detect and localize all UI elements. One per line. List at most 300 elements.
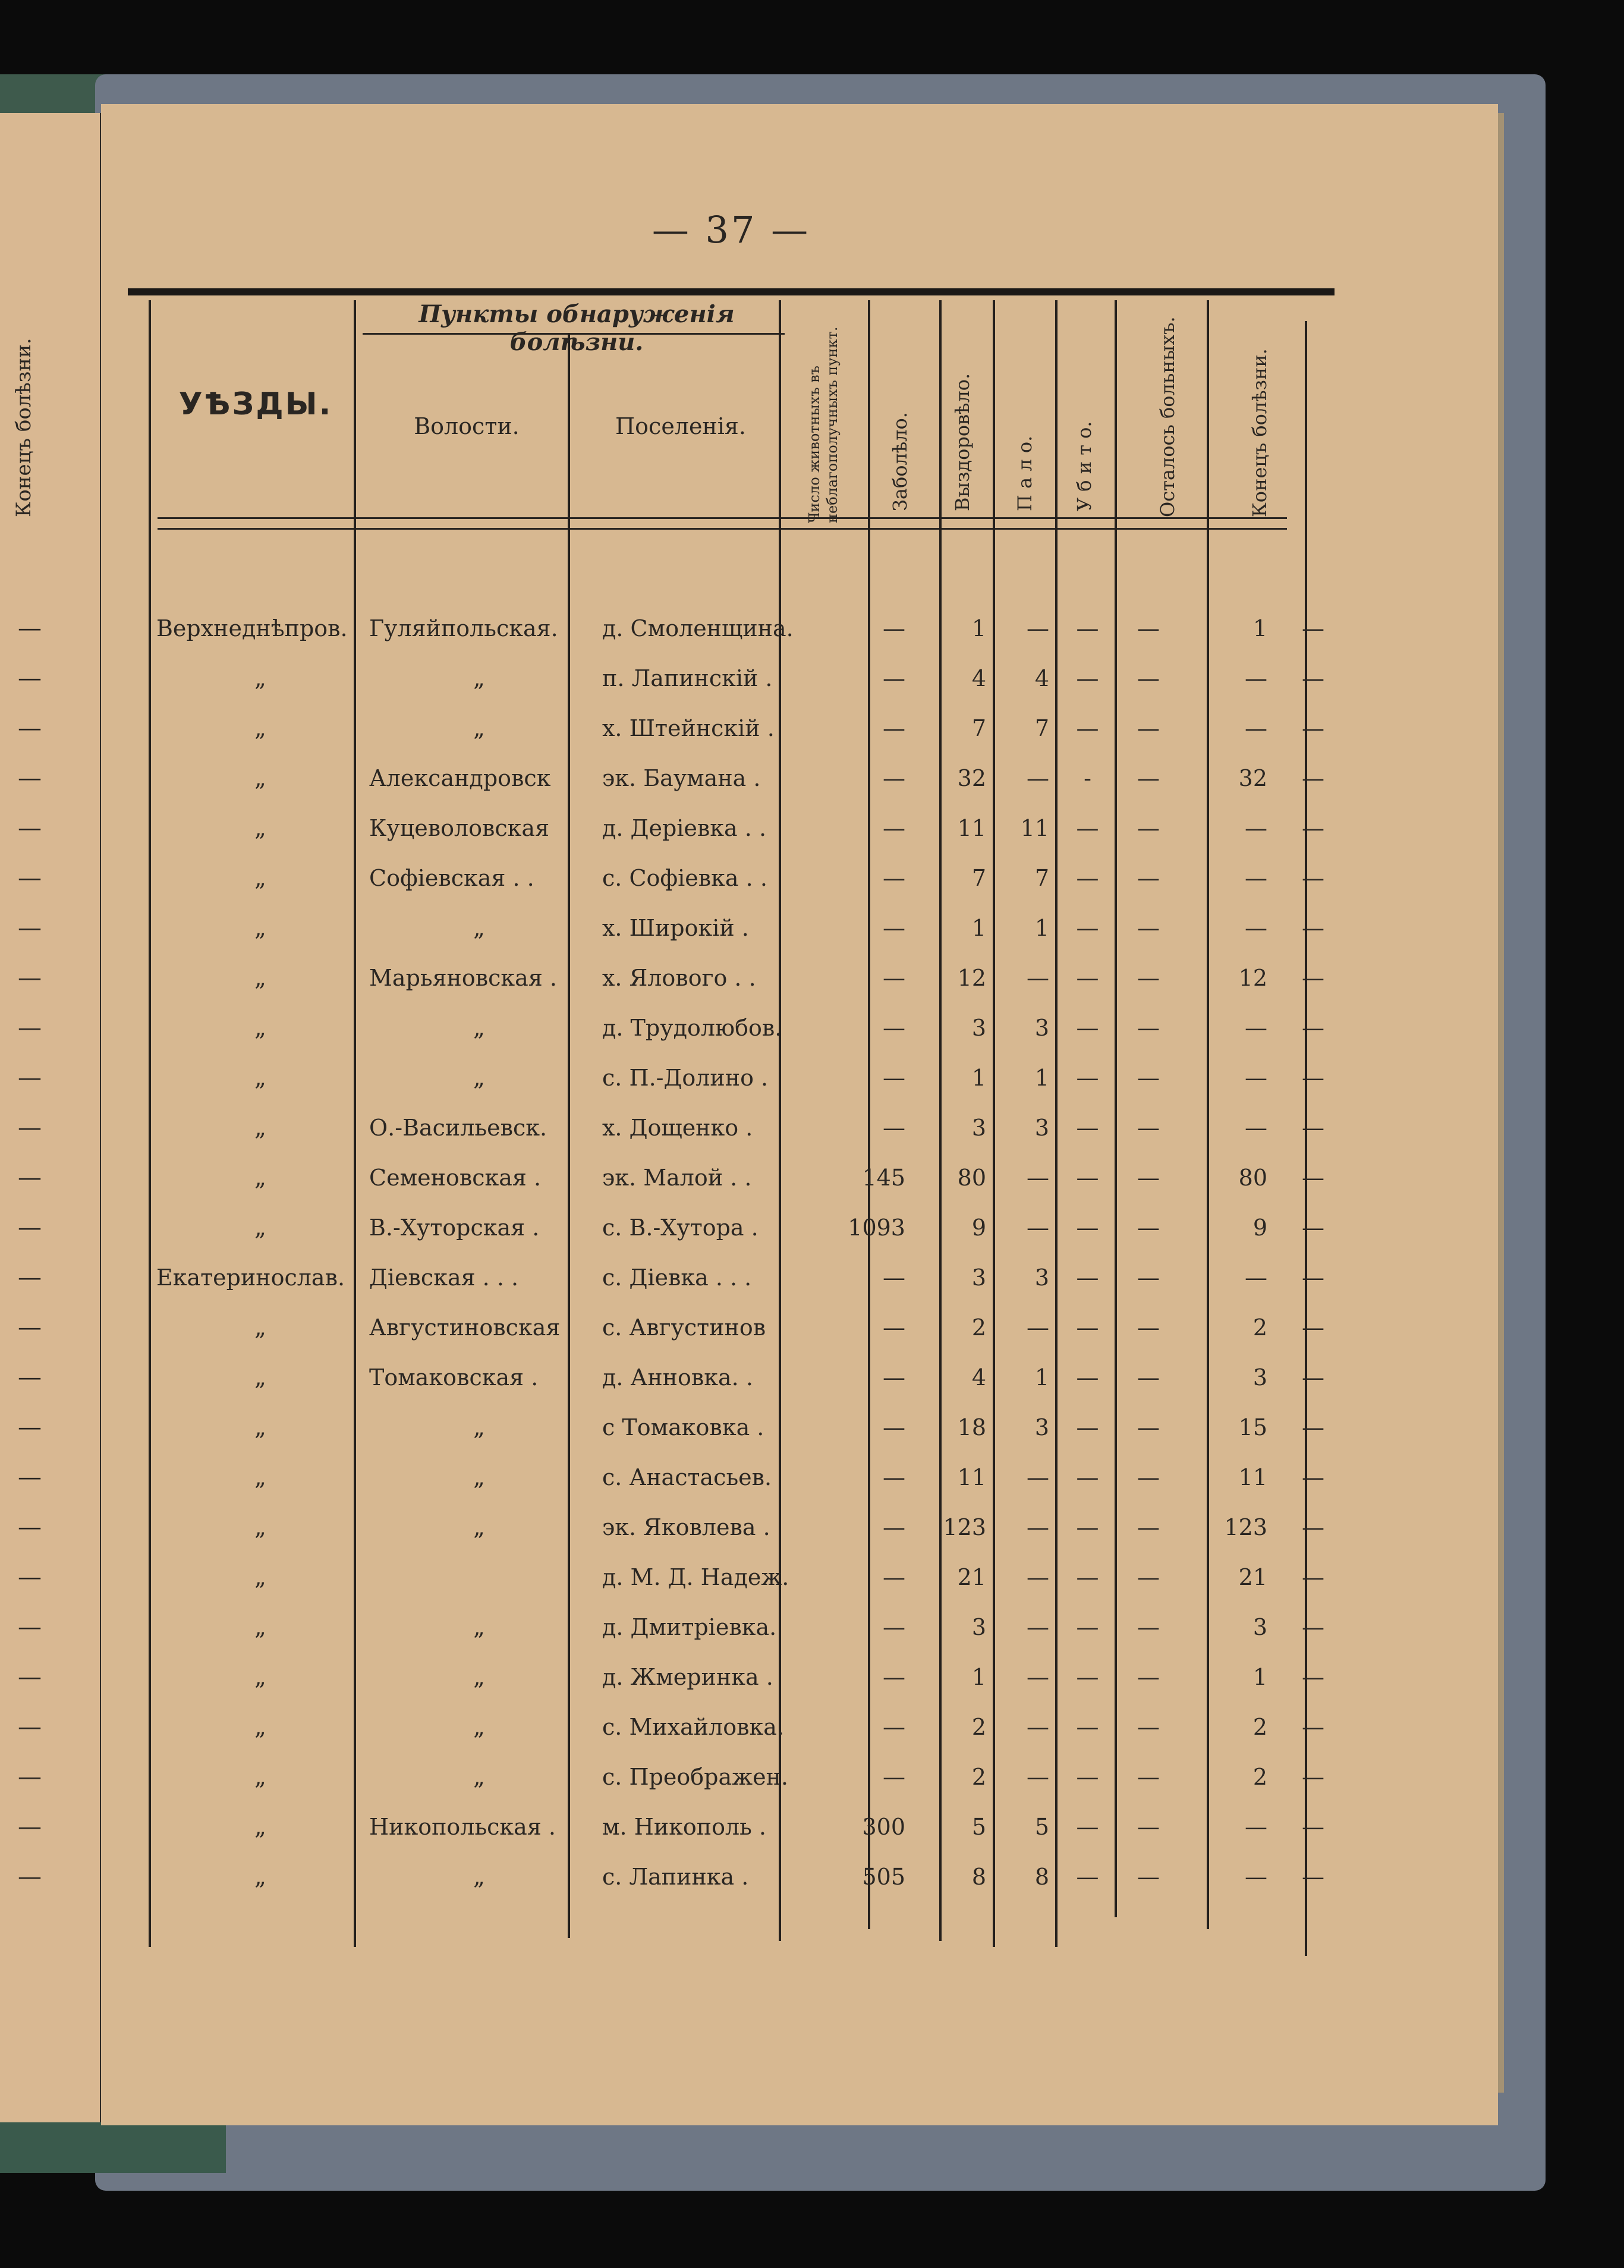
- header-vyzdorovelo: Выздоровѣло.: [951, 373, 974, 511]
- header-poselenia: Поселенія.: [615, 413, 746, 439]
- left-page-dash: —: [18, 964, 42, 992]
- cell-palo: —: [1076, 1864, 1099, 1890]
- cell-uezd: „: [254, 915, 266, 941]
- cell-chislo: —: [883, 615, 905, 641]
- cell-ubito: —: [1137, 1614, 1160, 1640]
- left-page-dash: —: [18, 1514, 42, 1541]
- cell-uezd: „: [254, 1165, 266, 1191]
- cell-vyzdorovelo: —: [1027, 1664, 1049, 1690]
- cell-vyzdorovelo: 3: [1034, 1015, 1049, 1041]
- left-page-dashes: [18, 603, 42, 1902]
- left-page-dash: —: [18, 1813, 42, 1841]
- cell-zabolelo: 3: [971, 1115, 986, 1141]
- cell-ostalos: —: [1245, 715, 1267, 741]
- cell-volost: „: [473, 665, 485, 691]
- cell-vyzdorovelo: —: [1027, 1165, 1049, 1191]
- cell-zabolelo: 123: [943, 1514, 986, 1540]
- cell-palo: —: [1076, 1115, 1099, 1141]
- cell-ubito: —: [1137, 1015, 1160, 1041]
- cell-poselenie: с. Лапинка .: [602, 1864, 749, 1890]
- cell-ubito: —: [1137, 1864, 1160, 1890]
- cell-zabolelo: 1: [971, 615, 986, 641]
- cell-palo: —: [1076, 1464, 1099, 1490]
- left-page-dash: —: [18, 864, 42, 892]
- header-bottom-rule: [158, 517, 1287, 519]
- table-row: [146, 1103, 1346, 1153]
- cell-ostalos: 9: [1252, 1215, 1267, 1241]
- cell-palo: —: [1076, 1614, 1099, 1640]
- cell-chislo: —: [883, 915, 905, 941]
- cell-poselenie: эк. Малой . .: [602, 1165, 752, 1191]
- table-row: [146, 1352, 1346, 1402]
- cell-zabolelo: 11: [957, 815, 986, 841]
- cell-palo: —: [1076, 665, 1099, 691]
- cell-ubito: —: [1137, 915, 1160, 941]
- cell-palo: —: [1076, 1065, 1099, 1091]
- table-row: [146, 1203, 1346, 1253]
- cell-ostalos: 3: [1252, 1364, 1267, 1391]
- cell-zabolelo: 5: [971, 1814, 986, 1840]
- cell-volost: „: [473, 1015, 485, 1041]
- cell-konets: —: [1302, 1015, 1324, 1041]
- cell-poselenie: с. В.-Хутора .: [602, 1215, 759, 1241]
- cell-chislo: —: [883, 1514, 905, 1540]
- cell-poselenie: д. Деріевка . .: [602, 815, 767, 841]
- cell-ubito: —: [1137, 1264, 1160, 1291]
- left-page-dash: —: [18, 765, 42, 792]
- cell-chislo: —: [883, 765, 905, 791]
- cell-ubito: —: [1137, 1814, 1160, 1840]
- disease-table: [146, 603, 1346, 1902]
- cell-volost: „: [473, 1764, 485, 1790]
- table-row: [146, 1652, 1346, 1702]
- cell-poselenie: с Томаковка .: [602, 1414, 764, 1440]
- cell-chislo: —: [883, 965, 905, 991]
- cell-konets: —: [1302, 1165, 1324, 1191]
- cell-vyzdorovelo: —: [1027, 615, 1049, 641]
- cell-konets: —: [1302, 615, 1324, 641]
- cell-ostalos: —: [1245, 1115, 1267, 1141]
- cell-volost: В.-Хуторская .: [369, 1215, 540, 1241]
- cell-volost: „: [473, 1464, 485, 1490]
- table-row: [146, 1802, 1346, 1852]
- cell-chislo: —: [883, 865, 905, 891]
- cell-uezd: „: [254, 1814, 266, 1840]
- cell-ubito: —: [1137, 1464, 1160, 1490]
- header-zabolelo: Заболѣло.: [889, 412, 911, 511]
- cell-palo: —: [1076, 1714, 1099, 1740]
- cell-uezd: „: [254, 1664, 266, 1690]
- cell-ubito: —: [1137, 1764, 1160, 1790]
- header-ostalos: Осталось больныхъ.: [1156, 316, 1179, 517]
- cell-konets: —: [1302, 1065, 1324, 1091]
- cell-uezd: „: [254, 965, 266, 991]
- cell-uezd: „: [254, 1115, 266, 1141]
- cell-vyzdorovelo: 7: [1034, 715, 1049, 741]
- cell-konets: —: [1302, 1464, 1324, 1490]
- cell-zabolelo: 3: [971, 1264, 986, 1291]
- cell-palo: —: [1076, 1165, 1099, 1191]
- cell-chislo: —: [883, 715, 905, 741]
- cell-chislo: —: [883, 1065, 905, 1091]
- cell-ostalos: 2: [1252, 1764, 1267, 1790]
- table-row: [146, 1003, 1346, 1053]
- left-page-dash: —: [18, 665, 42, 692]
- cell-vyzdorovelo: —: [1027, 765, 1049, 791]
- table-row: [146, 653, 1346, 703]
- cell-zabolelo: 4: [971, 665, 986, 691]
- cell-ubito: —: [1137, 1165, 1160, 1191]
- cell-poselenie: д. М. Д. Надеж.: [602, 1564, 789, 1590]
- cell-uezd: „: [254, 765, 266, 791]
- left-page-dash: —: [18, 1314, 42, 1341]
- cell-konets: —: [1302, 1764, 1324, 1790]
- cell-ostalos: —: [1245, 1065, 1267, 1091]
- left-page-dash: —: [18, 1064, 42, 1091]
- cell-zabolelo: 8: [971, 1864, 986, 1890]
- cell-konets: —: [1302, 1314, 1324, 1341]
- cell-zabolelo: 4: [971, 1364, 986, 1391]
- cell-ubito: —: [1137, 765, 1160, 791]
- table-row: [146, 1402, 1346, 1452]
- header-bottom-rule-2: [158, 528, 1287, 530]
- table-row: [146, 753, 1346, 803]
- cell-uezd: „: [254, 1564, 266, 1590]
- cell-poselenie: д. Жмеринка .: [602, 1664, 773, 1690]
- cell-chislo: 300: [862, 1814, 905, 1840]
- cell-volost: Семеновская .: [369, 1165, 542, 1191]
- cell-volost: „: [473, 1414, 485, 1440]
- cell-zabolelo: 18: [957, 1414, 986, 1440]
- cell-zabolelo: 21: [957, 1564, 986, 1590]
- cell-palo: —: [1076, 915, 1099, 941]
- cell-poselenie: эк. Баумана .: [602, 765, 761, 791]
- cell-vyzdorovelo: 1: [1034, 1364, 1049, 1391]
- cell-konets: —: [1302, 1364, 1324, 1391]
- cell-volost: Александровск: [369, 765, 551, 791]
- cell-palo: —: [1076, 1015, 1099, 1041]
- table-row: [146, 953, 1346, 1003]
- cell-konets: —: [1302, 1414, 1324, 1440]
- cell-volost: Софіевская . .: [369, 865, 534, 891]
- cell-poselenie: с. Діевка . . .: [602, 1264, 752, 1291]
- cell-uezd: „: [254, 1714, 266, 1740]
- cell-zabolelo: 1: [971, 1664, 986, 1690]
- cell-uezd: „: [254, 715, 266, 741]
- cell-konets: —: [1302, 1564, 1324, 1590]
- cell-vyzdorovelo: —: [1027, 1314, 1049, 1341]
- cell-uezd: „: [254, 1314, 266, 1341]
- cell-volost: Августиновская: [369, 1314, 561, 1341]
- table-row: [146, 1452, 1346, 1502]
- cell-poselenie: эк. Яковлева .: [602, 1514, 770, 1540]
- cell-vyzdorovelo: —: [1027, 1564, 1049, 1590]
- cell-uezd: „: [254, 1864, 266, 1890]
- cell-volost: О.-Васильевск.: [369, 1115, 547, 1141]
- cell-ostalos: —: [1245, 1864, 1267, 1890]
- cell-poselenie: х. Дощенко .: [602, 1115, 753, 1141]
- cell-chislo: —: [883, 815, 905, 841]
- cell-volost: „: [473, 715, 485, 741]
- cell-zabolelo: 1: [971, 1065, 986, 1091]
- cell-volost: „: [473, 915, 485, 941]
- cell-ubito: —: [1137, 1065, 1160, 1091]
- cell-palo: —: [1076, 1314, 1099, 1341]
- cell-ubito: —: [1137, 665, 1160, 691]
- cell-poselenie: х. Штейнскій .: [602, 715, 775, 741]
- cell-chislo: —: [883, 665, 905, 691]
- cell-konets: —: [1302, 1664, 1324, 1690]
- header-palo: П а л о.: [1014, 435, 1036, 511]
- left-page-dash: —: [18, 1214, 42, 1241]
- cell-konets: —: [1302, 1215, 1324, 1241]
- left-page-dash: —: [18, 1264, 42, 1291]
- cell-konets: —: [1302, 1514, 1324, 1540]
- cell-palo: —: [1076, 1264, 1099, 1291]
- cell-poselenie: д. Анновка. .: [602, 1364, 753, 1391]
- cell-chislo: —: [883, 1464, 905, 1490]
- cell-vyzdorovelo: 1: [1034, 915, 1049, 941]
- cell-palo: —: [1076, 1514, 1099, 1540]
- cell-uezd: „: [254, 1614, 266, 1640]
- top-rule: [128, 288, 1335, 295]
- table-row: [146, 1153, 1346, 1203]
- cell-ubito: —: [1137, 965, 1160, 991]
- cell-ubito: —: [1137, 715, 1160, 741]
- cell-vyzdorovelo: 4: [1034, 665, 1049, 691]
- cell-ubito: —: [1137, 615, 1160, 641]
- cell-chislo: —: [883, 1264, 905, 1291]
- left-page-dash: —: [18, 715, 42, 742]
- cell-vyzdorovelo: 8: [1034, 1864, 1049, 1890]
- cell-zabolelo: 2: [971, 1714, 986, 1740]
- cell-ostalos: 1: [1252, 615, 1267, 641]
- cell-vyzdorovelo: —: [1027, 1614, 1049, 1640]
- cell-vyzdorovelo: 11: [1020, 815, 1049, 841]
- cell-palo: —: [1076, 1414, 1099, 1440]
- cell-zabolelo: 3: [971, 1614, 986, 1640]
- left-page-dash: —: [18, 1564, 42, 1591]
- cell-chislo: 505: [862, 1864, 905, 1890]
- cell-ubito: —: [1137, 1664, 1160, 1690]
- cell-ostalos: 3: [1252, 1614, 1267, 1640]
- cell-uezd: „: [254, 1464, 266, 1490]
- cell-uezd: „: [254, 815, 266, 841]
- cell-ostalos: 2: [1252, 1314, 1267, 1341]
- cell-ubito: —: [1137, 1314, 1160, 1341]
- cell-konets: —: [1302, 865, 1324, 891]
- cell-palo: —: [1076, 1764, 1099, 1790]
- cell-uezd: „: [254, 865, 266, 891]
- cell-volost: Діевская . . .: [369, 1264, 519, 1291]
- cell-chislo: —: [883, 1414, 905, 1440]
- cell-konets: —: [1302, 915, 1324, 941]
- cell-volost: „: [473, 1065, 485, 1091]
- cell-palo: —: [1076, 865, 1099, 891]
- cell-ostalos: 2: [1252, 1714, 1267, 1740]
- cell-volost: „: [473, 1714, 485, 1740]
- cell-palo: —: [1076, 1564, 1099, 1590]
- left-page-dash: —: [18, 1164, 42, 1191]
- cell-ubito: —: [1137, 1215, 1160, 1241]
- cell-ubito: —: [1137, 1115, 1160, 1141]
- header-uezdy: УѢЗДЫ.: [178, 386, 333, 422]
- page-number: — 37 —: [652, 208, 811, 251]
- table-row: [146, 1752, 1346, 1802]
- left-cover-bottom: [0, 2122, 226, 2173]
- cell-poselenie: д. Трудолюбов.: [602, 1015, 782, 1041]
- cell-volost: „: [473, 1864, 485, 1890]
- left-page-dash: —: [18, 1464, 42, 1491]
- header-ubito: У б и т о.: [1073, 421, 1096, 511]
- cell-ostalos: 12: [1238, 965, 1267, 991]
- cell-volost: „: [473, 1514, 485, 1540]
- cell-chislo: —: [883, 1015, 905, 1041]
- cell-konets: —: [1302, 1814, 1324, 1840]
- cell-poselenie: д. Дмитріевка.: [602, 1614, 777, 1640]
- cell-ubito: —: [1137, 865, 1160, 891]
- left-page-dash: —: [18, 1663, 42, 1691]
- table-row: [146, 803, 1346, 853]
- cell-ostalos: 32: [1238, 765, 1267, 791]
- cell-poselenie: с. П.-Долино .: [602, 1065, 769, 1091]
- left-page-dash: —: [18, 1114, 42, 1141]
- left-page-dash: —: [18, 615, 42, 642]
- cell-volost: „: [473, 1664, 485, 1690]
- cell-ostalos: 80: [1238, 1165, 1267, 1191]
- table-row: [146, 703, 1346, 753]
- left-page-dash: —: [18, 814, 42, 842]
- cell-zabolelo: 32: [957, 765, 986, 791]
- cell-zabolelo: 9: [971, 1215, 986, 1241]
- cell-volost: „: [473, 1614, 485, 1640]
- cell-zabolelo: 7: [971, 865, 986, 891]
- cell-zabolelo: 12: [957, 965, 986, 991]
- header-volosti: Волости.: [414, 413, 520, 439]
- cell-konets: —: [1302, 1264, 1324, 1291]
- cell-ostalos: 11: [1238, 1464, 1267, 1490]
- cell-palo: —: [1076, 815, 1099, 841]
- cell-uezd: „: [254, 1514, 266, 1540]
- cell-konets: —: [1302, 715, 1324, 741]
- cell-chislo: —: [883, 1664, 905, 1690]
- cell-volost: Томаковская .: [369, 1364, 539, 1391]
- cell-ostalos: —: [1245, 915, 1267, 941]
- cell-ostalos: —: [1245, 865, 1267, 891]
- cell-uezd: „: [254, 1065, 266, 1091]
- cell-uezd: „: [254, 1364, 266, 1391]
- table-row: [146, 1053, 1346, 1103]
- cell-poselenie: с. Михайловка.: [602, 1714, 784, 1740]
- cell-zabolelo: 7: [971, 715, 986, 741]
- cell-uezd: „: [254, 1215, 266, 1241]
- cell-ostalos: 123: [1224, 1514, 1267, 1540]
- cell-vyzdorovelo: 1: [1034, 1065, 1049, 1091]
- left-page-dash: —: [18, 1364, 42, 1391]
- cell-palo: —: [1076, 1664, 1099, 1690]
- cell-vyzdorovelo: —: [1027, 1764, 1049, 1790]
- cell-chislo: —: [883, 1314, 905, 1341]
- cell-zabolelo: 1: [971, 915, 986, 941]
- cell-chislo: 145: [862, 1165, 905, 1191]
- cell-uezd: „: [254, 1764, 266, 1790]
- cell-chislo: —: [883, 1115, 905, 1141]
- cell-konets: —: [1302, 965, 1324, 991]
- cell-chislo: —: [883, 1564, 905, 1590]
- cell-zabolelo: 11: [957, 1464, 986, 1490]
- cell-ostalos: 15: [1238, 1414, 1267, 1440]
- cell-chislo: —: [883, 1714, 905, 1740]
- cell-ostalos: —: [1245, 665, 1267, 691]
- cell-poselenie: д. Смоленщина.: [602, 615, 794, 641]
- left-page-dash: —: [18, 914, 42, 942]
- cell-zabolelo: 2: [971, 1764, 986, 1790]
- left-page-column-header: Конецъ болѣзни.: [12, 338, 36, 517]
- cell-uezd: Верхнеднѣпров.: [156, 615, 348, 641]
- cell-vyzdorovelo: 7: [1034, 865, 1049, 891]
- cell-volost: Гуляйпольская.: [369, 615, 558, 641]
- cell-vyzdorovelo: —: [1027, 1464, 1049, 1490]
- cell-palo: —: [1076, 615, 1099, 641]
- left-page-dash: —: [18, 1863, 42, 1890]
- cell-konets: —: [1302, 665, 1324, 691]
- header-konets: Конецъ болѣзни.: [1248, 348, 1271, 517]
- cell-palo: —: [1076, 1364, 1099, 1391]
- cell-vyzdorovelo: —: [1027, 965, 1049, 991]
- cell-poselenie: с. Августинов: [602, 1314, 766, 1341]
- table-row: [146, 1552, 1346, 1602]
- table-row: [146, 1852, 1346, 1902]
- table-row: [146, 1253, 1346, 1303]
- cell-uezd: „: [254, 1015, 266, 1041]
- cell-ostalos: 21: [1238, 1564, 1267, 1590]
- cell-ostalos: —: [1245, 1264, 1267, 1291]
- cell-vyzdorovelo: —: [1027, 1514, 1049, 1540]
- cell-vyzdorovelo: —: [1027, 1714, 1049, 1740]
- cell-palo: —: [1076, 715, 1099, 741]
- header-punkty: Пункты обнаруженія болѣзни.: [418, 300, 735, 356]
- cell-vyzdorovelo: 3: [1034, 1115, 1049, 1141]
- cell-chislo: —: [883, 1764, 905, 1790]
- cell-uezd: „: [254, 665, 266, 691]
- header-chislo: Число животныхъ въ неблагополучныхъ пункт.: [806, 326, 841, 523]
- cell-chislo: 1093: [848, 1215, 905, 1241]
- cell-chislo: —: [883, 1614, 905, 1640]
- cell-konets: —: [1302, 1864, 1324, 1890]
- table-row: [146, 853, 1346, 903]
- cell-poselenie: х. Широкій .: [602, 915, 749, 941]
- left-page-dash: —: [18, 1713, 42, 1741]
- cell-zabolelo: 2: [971, 1314, 986, 1341]
- cell-ostalos: —: [1245, 1015, 1267, 1041]
- cell-uezd: „: [254, 1414, 266, 1440]
- cell-palo: -: [1084, 765, 1091, 791]
- cell-zabolelo: 80: [957, 1165, 986, 1191]
- cell-ostalos: —: [1245, 815, 1267, 841]
- cell-poselenie: с. Преображен.: [602, 1764, 788, 1790]
- cell-zabolelo: 3: [971, 1015, 986, 1041]
- table-row: [146, 1502, 1346, 1552]
- cell-konets: —: [1302, 1714, 1324, 1740]
- cell-konets: —: [1302, 1115, 1324, 1141]
- cell-volost: [364, 1552, 589, 1602]
- table-row: [146, 603, 1346, 653]
- left-page-dash: —: [18, 1613, 42, 1641]
- cell-poselenie: х. Ялового . .: [602, 965, 756, 991]
- left-page-dash: —: [18, 1763, 42, 1791]
- cell-ostalos: 1: [1252, 1664, 1267, 1690]
- cell-poselenie: м. Никополь .: [602, 1814, 767, 1840]
